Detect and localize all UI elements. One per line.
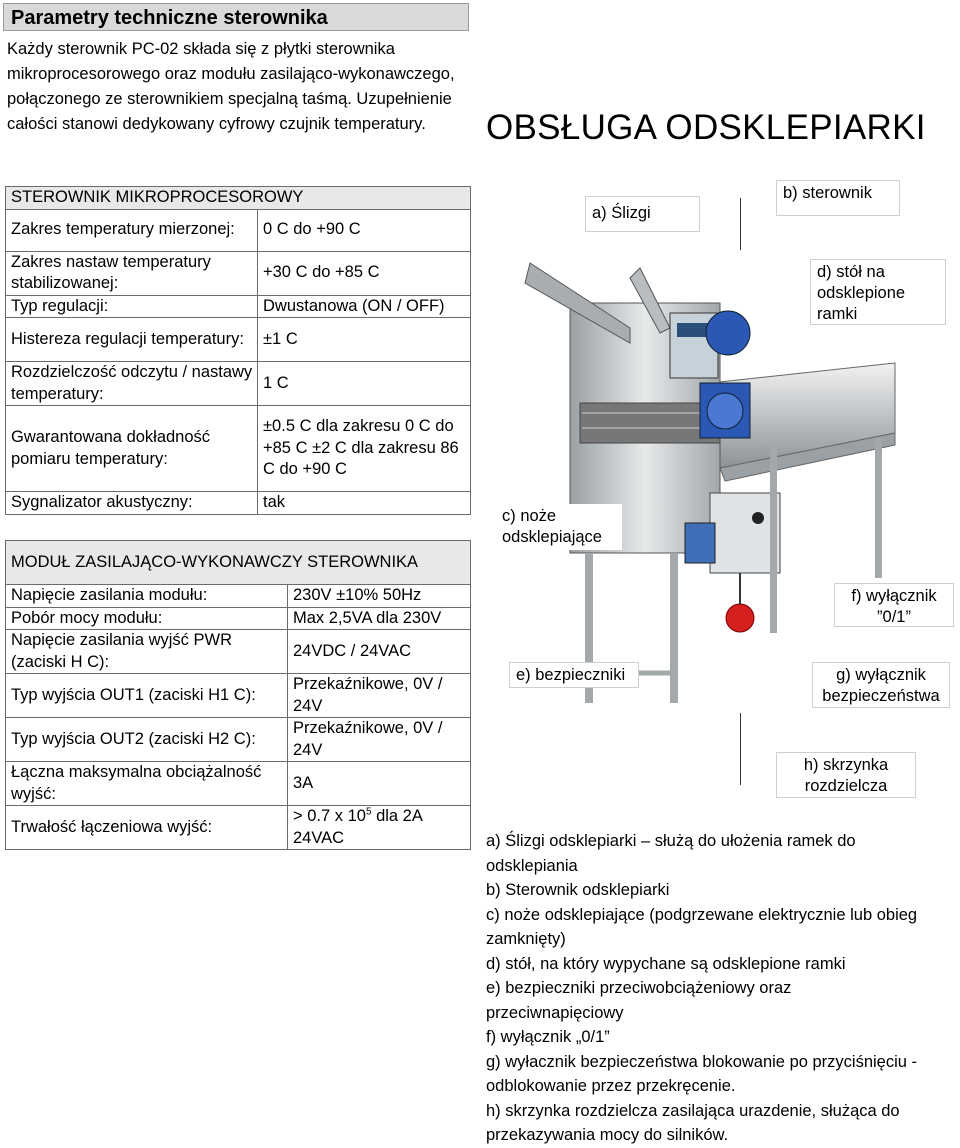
intro-paragraph: Każdy sterownik PC-02 składa się z płytki sterownika mikroprocesorowego oraz modułu zasilająco-wykonawczego, połączonego ze sterownikiem specjalną taśmą. Uzupełnienie całości stanowi dedykowany cyfrowy czujnik temperatury. xyxy=(7,40,455,133)
callout-table: d) stół na odsklepione ramki xyxy=(810,259,946,325)
spec-value: Dwustanowa (ON / OFF) xyxy=(258,295,471,318)
spec-value: tak xyxy=(258,492,471,515)
spec-value: +30 C do +85 C xyxy=(258,251,471,295)
callout-safety-switch: g) wyłącznik bezpieczeństwa xyxy=(812,662,950,708)
spec-label: Typ wyjścia OUT2 (zaciski H2 C): xyxy=(6,718,288,762)
callout-switch: f) wyłącznik ”0/1” xyxy=(834,583,954,627)
spec-label: Trwałość łączeniowa wyjść: xyxy=(6,806,288,850)
spec-label: Typ regulacji: xyxy=(6,295,258,318)
callout-fuses: e) bezpieczniki xyxy=(509,662,639,688)
spec-value: ±0.5 C dla zakresu 0 C do +85 C ±2 C dla zakresu 86 C do +90 C xyxy=(258,406,471,492)
legend-item: c) noże odsklepiające (podgrzewane elektrycznie lub obieg zamknięty) xyxy=(486,905,918,948)
spec-value: Przekaźnikowe, 0V / 24V xyxy=(288,718,471,762)
legend-item: g) wyłacznik bezpieczeństwa blokowanie po przyciśnięciu - odblokowanie przez przekręcenie. xyxy=(486,1052,918,1095)
callout-slides: a) Ślizgi xyxy=(585,196,700,232)
spec-label: Napięcie zasilania wyjść PWR (zaciski H C): xyxy=(6,630,288,674)
legend-item: d) stół, na który wypychane są odsklepione ramki xyxy=(486,954,846,973)
spec-label: Histereza regulacji temperatury: xyxy=(6,318,258,362)
module-table-heading: MODUŁ ZASILAJĄCO-WYKONAWCZY STEROWNIKA xyxy=(6,541,471,585)
spec-value: 1 C xyxy=(258,362,471,406)
spec-label: Typ wyjścia OUT1 (zaciski H1 C): xyxy=(6,674,288,718)
leader-line xyxy=(740,198,741,250)
spec-value: 24VDC / 24VAC xyxy=(288,630,471,674)
page-title: OBSŁUGA ODSKLEPIARKI xyxy=(486,108,926,147)
callout-controller: b) sterownik xyxy=(776,180,900,216)
spec-label: Łączna maksymalna obciążalność wyjść: xyxy=(6,762,288,806)
controller-table-heading: STEROWNIK MIKROPROCESOROWY xyxy=(6,187,471,210)
spec-value: > 0.7 x $10^5$ dla 2A 24VAC xyxy=(288,806,471,850)
legend-item: f) wyłącznik „0/1” xyxy=(486,1028,610,1046)
legend-item: h) skrzynka rozdzielcza zasilająca urazdenie, służąca do przekazywania mocy do silników. xyxy=(486,1101,900,1144)
spec-label: Gwarantowana dokładność pomiaru temperatury: xyxy=(6,406,258,492)
spec-label: Rozdzielczość odczytu / nastawy temperatury: xyxy=(6,362,258,406)
module-spec-table xyxy=(5,540,471,850)
legend-item: a) Ślizgi odsklepiarki – służą do ułożenia ramek do odsklepiania xyxy=(486,832,856,875)
spec-value: ±1 C xyxy=(258,318,471,362)
spec-value: Przekaźnikowe, 0V / 24V xyxy=(288,674,471,718)
leader-line xyxy=(740,713,741,785)
spec-label: Zakres nastaw temperatury stabilizowanej: xyxy=(6,251,258,295)
spec-value: 3A xyxy=(288,762,471,806)
legend-item: b) Sterownik odsklepiarki xyxy=(486,881,670,899)
callout-distribution-box: h) skrzynka rozdzielcza xyxy=(776,752,916,798)
spec-value: 0 C do +90 C xyxy=(258,209,471,251)
section-title: Parametry techniczne sterownika xyxy=(3,3,469,31)
callout-knives: c) noże odsklepiające xyxy=(496,504,622,550)
spec-value: Max 2,5VA dla 230V xyxy=(288,607,471,630)
controller-spec-table xyxy=(5,186,471,515)
legend-list xyxy=(486,829,926,1148)
spec-label: Pobór mocy modułu: xyxy=(6,607,288,630)
spec-label: Sygnalizator akustyczny: xyxy=(6,492,258,515)
legend-item: e) bezpieczniki przeciwobciążeniowy oraz przeciwnapięciowy xyxy=(486,979,792,1022)
spec-value: 230V ±10% 50Hz xyxy=(288,585,471,608)
spec-label: Napięcie zasilania modułu: xyxy=(6,585,288,608)
spec-label: Zakres temperatury mierzonej: xyxy=(6,209,258,251)
